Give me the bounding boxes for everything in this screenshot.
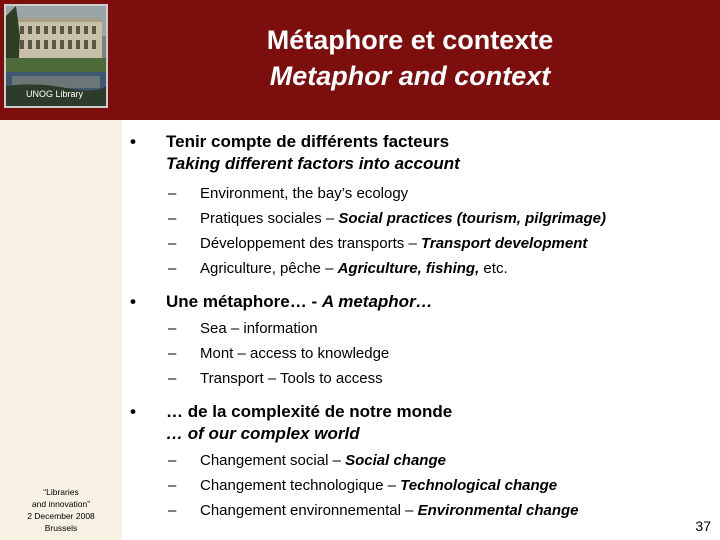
dash-marker: – (168, 185, 177, 202)
sub-item-text: Développement des transports – (200, 235, 421, 252)
bullet-line-en: … of our complex world (166, 424, 360, 443)
sub-item-emphasis: Technological change (400, 477, 558, 494)
bullet-line-fr: … de la complexité de notre monde (166, 402, 453, 421)
bullet-marker: • (130, 292, 136, 311)
dash-marker: – (168, 477, 177, 494)
sub-item-emphasis: Agriculture, fishing, (337, 260, 480, 277)
sub-item-emphasis: Environmental change (417, 502, 579, 519)
dash-marker: – (168, 345, 177, 362)
footer-event-info (8, 486, 114, 534)
bullet-marker: • (130, 402, 136, 421)
sub-item-text: Changement environnemental – (200, 502, 418, 519)
footer-date: 2 December 2008 (27, 511, 95, 521)
logo-label: UNOG Library (26, 89, 84, 99)
sub-item-text: Sea – information (200, 320, 318, 337)
page-number: 37 (695, 518, 711, 534)
sub-item-text: Pratiques sociales – (200, 210, 339, 227)
dash-marker: – (168, 452, 177, 469)
dash-marker: – (168, 502, 177, 519)
sub-item-emphasis: Social change (345, 452, 446, 469)
sub-item-text: Changement technologique – (200, 477, 401, 494)
dash-marker: – (168, 235, 177, 252)
sub-item-text: Transport – Tools to access (200, 370, 383, 387)
sub-item-text: Environment, the bay’s ecology (200, 185, 409, 202)
title-english: Metaphor and context (269, 61, 551, 91)
footer-location: Brussels (44, 523, 78, 533)
header-bar (0, 0, 720, 120)
footer-line: “Libraries (43, 487, 79, 497)
title-french: Métaphore et contexte (266, 25, 554, 55)
footer-line: and innovation” (31, 499, 91, 509)
slide-title (150, 22, 670, 94)
sub-item-emphasis: Social practices (tourism, pilgrimage) (338, 210, 606, 227)
sub-item-emphasis: Transport development (420, 235, 588, 252)
dash-marker: – (168, 320, 177, 337)
dash-marker: – (168, 370, 177, 387)
bullet-line-en: Taking different factors into account (166, 154, 460, 173)
sub-item-text: Agriculture, pêche – (200, 260, 338, 277)
dash-marker: – (168, 210, 177, 227)
sub-item-text: Mont – access to knowledge (200, 345, 390, 362)
bullet-line-fr: Une métaphore… - (166, 292, 322, 311)
sub-item-tail: etc. (479, 260, 508, 277)
bullet-marker: • (130, 132, 136, 151)
dash-marker: – (168, 260, 177, 277)
bullet-line-en: A metaphor… (321, 292, 433, 311)
bullet-line-fr: Tenir compte de différents facteurs (166, 132, 450, 151)
sub-item-text: Changement social – (200, 452, 346, 469)
